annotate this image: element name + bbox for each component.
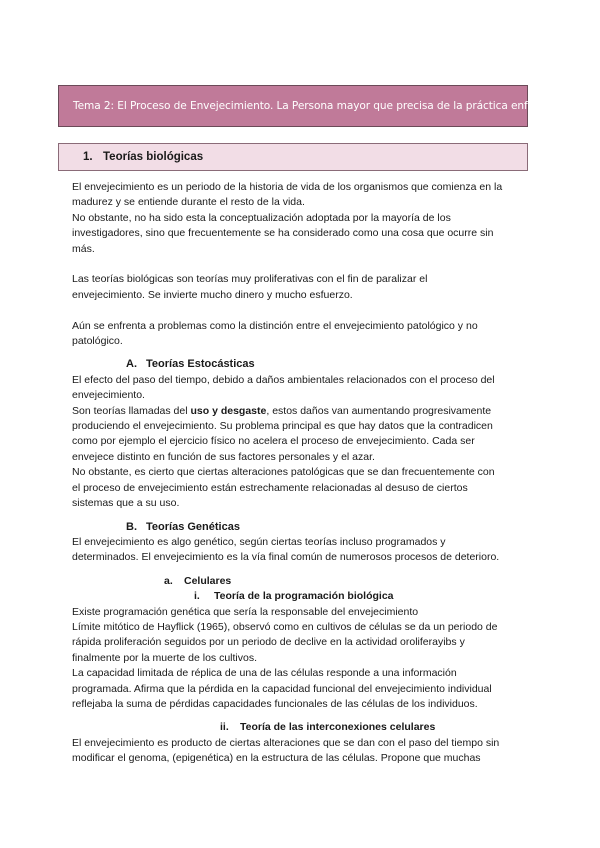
section-number: 1. xyxy=(83,151,93,163)
text-line: rápida proliferación seguidos por un periodo de declive en la actividad oroliferayibs y xyxy=(72,636,465,649)
text-line: madurez y se entiende durante el resto de la vida. xyxy=(72,196,305,209)
text-line: modificar el genoma, (epigenética) en la estructura de las células. Propone que muchas xyxy=(72,752,481,765)
text-line: sistemas que a su uso. xyxy=(72,497,180,510)
text-line: , estos daños van aumentando progresivamente xyxy=(266,404,492,417)
text-line: El efecto del paso del tiempo, debido a daños ambientales relacionados con el proceso del xyxy=(72,373,495,386)
subheading-title: Teorías Estocásticas xyxy=(146,358,255,371)
text-line: Existe programación genética que sería la responsable del envejecimiento xyxy=(72,605,419,618)
intro-paragraph-2 xyxy=(72,272,532,303)
text-line: Aún se enfrenta a problemas como la distinción entre el envejecimiento patológico y no xyxy=(72,319,478,332)
subheading-genetic xyxy=(72,520,532,535)
stochastic-paragraph xyxy=(72,373,532,512)
text-line: Son teorías llamadas del xyxy=(72,404,191,417)
text-line: envejece distinto en función de sus factores personales y el azar. xyxy=(72,450,375,463)
subheading-cellular-interconnections xyxy=(72,720,532,735)
text-line: patológico. xyxy=(72,335,123,348)
section-heading xyxy=(83,151,203,163)
section-heading-bar xyxy=(58,143,528,171)
subheading-cellular xyxy=(72,574,532,589)
text-line: envejecimiento. Se invierte mucho dinero y mucho esfuerzo. xyxy=(72,288,353,301)
text-line: Las teorías biológicas son teorías muy proliferativas con el fin de paralizar el xyxy=(72,273,428,286)
text-line: El envejecimiento es producto de ciertas alteraciones que se dan con el paso del tiempo sin xyxy=(72,736,500,749)
text-line: No obstante, no ha sido esta la conceptualización adoptada por la mayoría de los xyxy=(72,211,451,224)
subheading-number: B. xyxy=(126,520,137,533)
text-line: investigadores, sino que frecuentemente se ha considerado como una cosa que ocurre sin xyxy=(72,227,494,240)
text-line: La capacidad limitada de réplica de una de las células responde a una información xyxy=(72,667,457,680)
text-line: finalmente por la muerte de los cultivos. xyxy=(72,651,258,664)
subheading-title: Teoría de las interconexiones celulares xyxy=(240,721,436,734)
subheading-title: Teorías Genéticas xyxy=(146,520,240,533)
genetic-paragraph xyxy=(72,535,532,566)
text-line: como por ejemplo el ejercicio físico no acelera el proceso de envejecimiento. Cada ser xyxy=(72,435,475,448)
text-line: No obstante, es cierto que ciertas alteraciones patológicas que se dan frecuentemente con xyxy=(72,466,495,479)
cellular-interconnections-paragraph xyxy=(72,736,532,767)
text-line: produciendo el envejecimiento. Su problema principal es que hay datos que la contradicen xyxy=(72,420,493,433)
text-line: reflejaba la suma de pérdidas capacidades funcionales de las células de los individuos. xyxy=(72,697,478,710)
text-line: programada. Afirma que la pérdida en la capacidad funcional del envejecimiento individual xyxy=(72,682,492,695)
subheading-biological-programming xyxy=(72,589,532,604)
text-line: El envejecimiento es algo genético, según ciertas teorías incluso programados y xyxy=(72,535,446,548)
intro-paragraph-3 xyxy=(72,319,532,350)
text-line: determinados. El envejecimiento es la vía final común de numerosos procesos de deterioro. xyxy=(72,551,500,564)
intro-paragraph-1 xyxy=(72,180,532,257)
biological-programming-paragraph xyxy=(72,605,532,713)
text-line: El envejecimiento es un periodo de la historia de vida de los organismos que comienza en la xyxy=(72,181,503,193)
text-line: más. xyxy=(72,242,95,255)
subheading-number: a. xyxy=(164,574,173,587)
subheading-number: A. xyxy=(126,358,137,371)
subheading-number: ii. xyxy=(220,721,229,734)
emphasis-text: uso y desgaste xyxy=(190,404,267,417)
subheading-title: Celulares xyxy=(184,574,232,587)
document-body xyxy=(72,180,532,767)
document-title: Tema 2: El Proceso de Envejecimiento. La Persona mayor que precisa de la práctica enfermera. xyxy=(73,100,569,112)
subheading-title: Teoría de la programación biológica xyxy=(214,590,394,603)
document-title-banner xyxy=(58,85,569,127)
subheading-number: i. xyxy=(194,590,200,603)
text-line: envejecimiento. xyxy=(72,389,145,402)
text-line: el proceso de envejecimiento están estrechamente relacionadas al desuso de ciertos xyxy=(72,481,468,494)
section-title: Teorías biológicas xyxy=(103,151,204,163)
text-line: Límite mitótico de Hayflick (1965), observó como en cultivos de células se da un periodo de xyxy=(72,620,498,633)
subheading-stochastic xyxy=(72,357,532,372)
